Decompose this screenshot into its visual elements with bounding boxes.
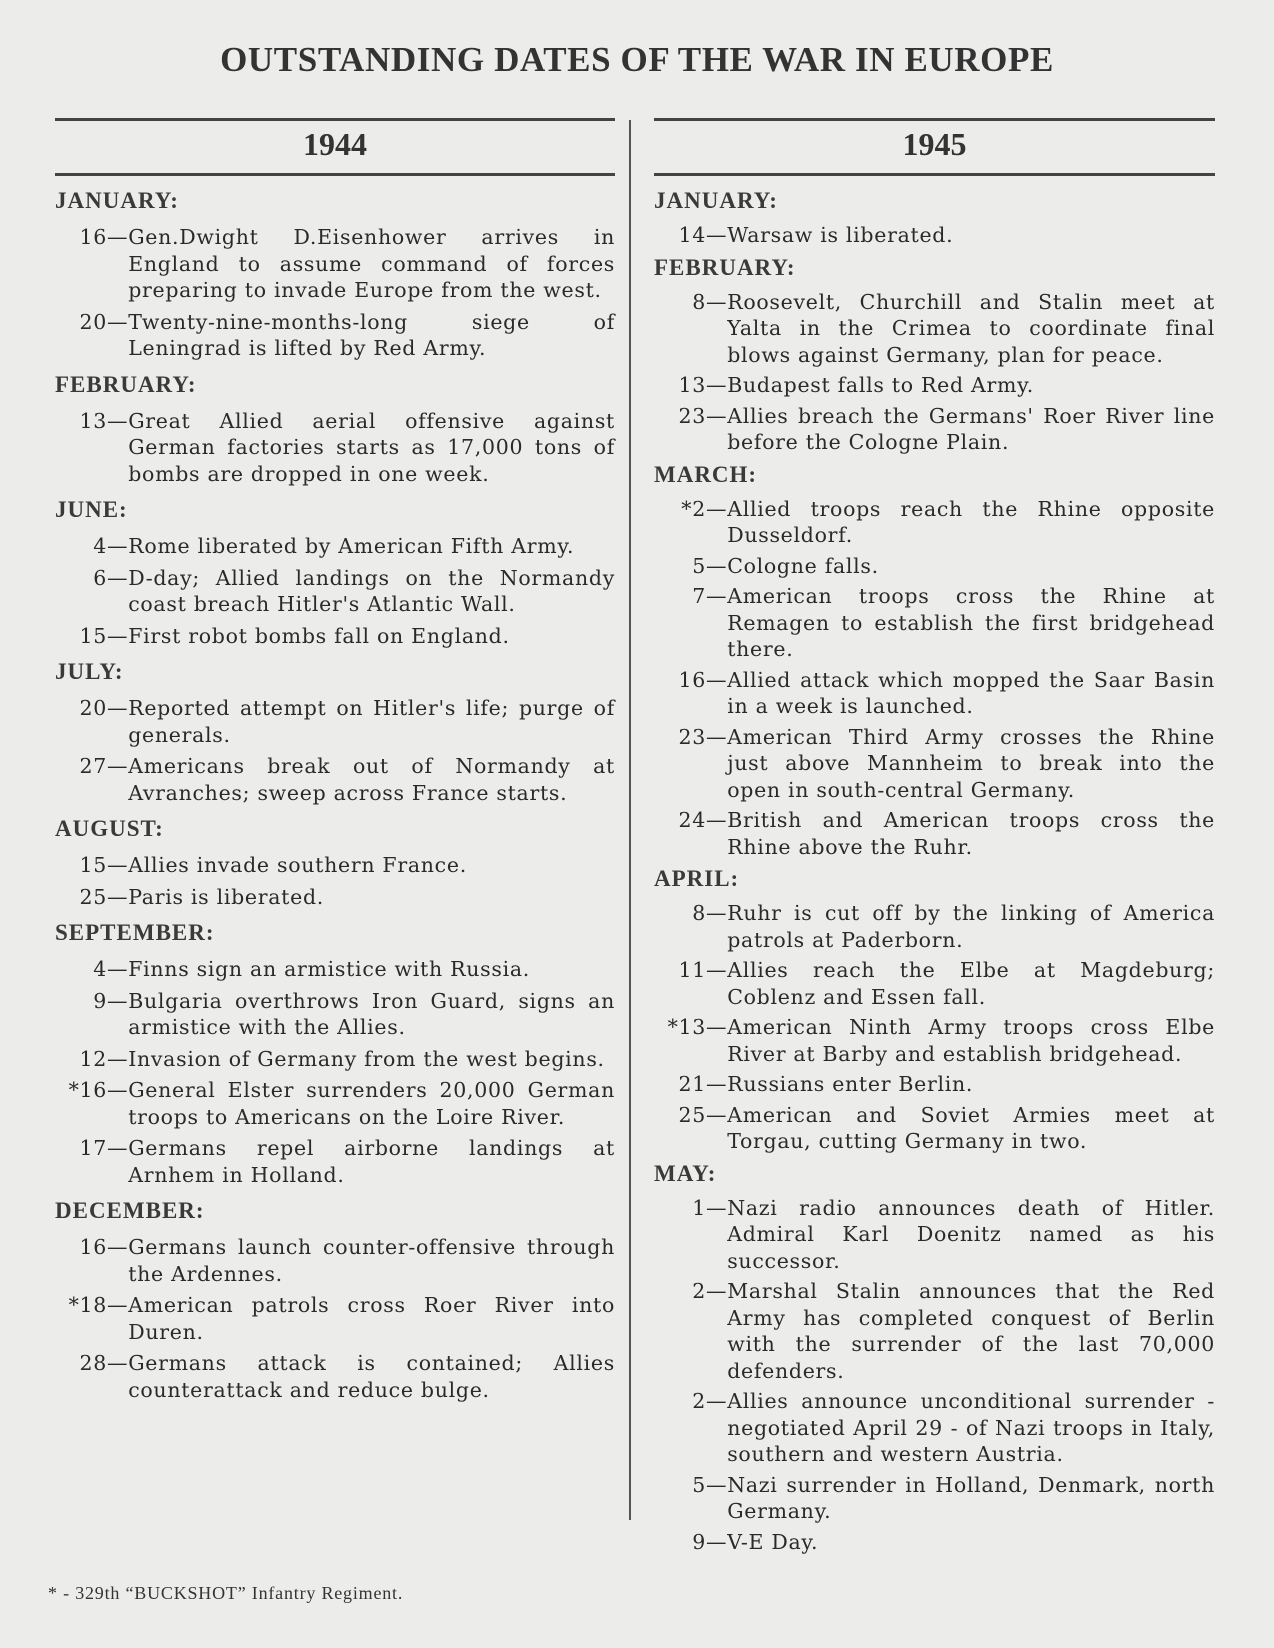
header-rule-top <box>654 118 1215 121</box>
entry-day: 13 <box>79 408 107 433</box>
entry-day: 16 <box>79 225 107 249</box>
date-entry <box>55 884 615 911</box>
entry-dash: — <box>107 225 129 249</box>
entry-list <box>55 956 615 1188</box>
entry-day: 23 <box>678 724 706 749</box>
entry-dash: — <box>706 584 728 608</box>
entry-dash: — <box>107 1136 129 1160</box>
date-entry <box>654 1472 1215 1525</box>
entry-list <box>55 695 615 806</box>
date-entry <box>654 724 1215 804</box>
date-entry <box>654 807 1215 860</box>
date-entry <box>654 1529 1215 1556</box>
entry-dash: — <box>706 1529 728 1554</box>
entry-day: 23 <box>678 403 706 428</box>
entry-dash: — <box>107 696 129 720</box>
entry-day: 13 <box>678 373 706 397</box>
entry-text: Allies reach the Elbe at Magdeburg; Coblenz and Essen fall. <box>727 958 1215 1009</box>
entry-day: 5 <box>692 553 706 578</box>
date-entry <box>55 695 615 748</box>
month-heading: JANUARY: <box>55 188 179 213</box>
month-heading: MARCH: <box>654 461 758 487</box>
date-entry <box>55 852 615 879</box>
month-heading: MAY: <box>654 1160 717 1186</box>
entry-text: Americans break out of Normandy at Avranches; sweep across France starts. <box>128 754 615 805</box>
entry-dash: — <box>107 1293 129 1317</box>
entry-text: American Third Army crosses the Rhine just above Mannheim to break into the open in south-central Germany. <box>727 724 1215 802</box>
entry-dash: — <box>107 853 129 877</box>
date-entry <box>55 623 615 650</box>
entry-text: American and Soviet Armies meet at Torgau, cutting Germany in two. <box>727 1102 1215 1153</box>
entry-text: Budapest falls to Red Army. <box>727 373 1034 397</box>
entry-day: *2 <box>681 496 706 521</box>
entry-day: 17 <box>79 1136 107 1160</box>
entry-text: American troops cross the Rhine at Remagen to establish the first bridgehead there. <box>727 584 1215 661</box>
entry-text: Invasion of Germany from the west begins. <box>128 1046 605 1071</box>
entry-text: Gen.Dwight D.Eisenhower arrives in England to assume command of forces preparing to invade Europe from the west. <box>128 225 615 302</box>
entry-day: *16 <box>68 1078 107 1102</box>
entry-dash: — <box>107 1046 129 1071</box>
entry-list <box>654 1195 1215 1556</box>
entry-text: Twenty-nine-months-long siege of Leningrad is lifted by Red Army. <box>128 309 615 360</box>
entry-dash: — <box>706 403 728 428</box>
entry-day: 15 <box>79 623 107 648</box>
entry-dash: — <box>107 957 129 981</box>
date-entry <box>654 553 1215 580</box>
date-entry <box>55 533 615 560</box>
date-entry <box>55 408 615 488</box>
entry-text: Allies invade southern France. <box>128 853 467 877</box>
entry-dash: — <box>107 565 129 590</box>
entry-text: Allies announce unconditional surrender - negotiated April 29 - of Nazi troops in Italy, southern and western Austria. <box>727 1389 1215 1466</box>
date-entry <box>654 372 1215 399</box>
entry-day: 4 <box>93 534 107 558</box>
month-heading: JULY: <box>55 659 124 684</box>
page-title: OUTSTANDING DATES OF THE WAR IN EUROPE <box>220 40 1054 79</box>
entry-text: Allied attack which mopped the Saar Basin in a week is launched. <box>727 667 1215 718</box>
entry-dash: — <box>706 553 728 578</box>
date-entry <box>55 1077 615 1130</box>
entry-day: 25 <box>79 884 107 909</box>
date-entry <box>55 1135 615 1188</box>
month-heading: DECEMBER: <box>55 1198 205 1223</box>
date-entry <box>654 496 1215 549</box>
entry-dash: — <box>706 724 728 749</box>
header-rule-top <box>55 118 615 121</box>
entry-text: Germans launch counter-offensive through the Ardennes. <box>128 1235 615 1286</box>
entry-text: Warsaw is liberated. <box>727 223 954 247</box>
entry-dash: — <box>107 534 129 558</box>
entry-text: Reported attempt on Hitler's life; purge of generals. <box>128 696 615 747</box>
column-body <box>55 188 615 1403</box>
date-entry <box>654 583 1215 663</box>
entry-day: 25 <box>678 1102 706 1127</box>
date-entry <box>55 1350 615 1403</box>
date-entry <box>654 222 1215 249</box>
entry-text: Germans attack is contained; Allies counterattack and reduce bulge. <box>128 1351 615 1402</box>
year-header <box>654 118 1215 176</box>
entry-day: 28 <box>79 1351 107 1375</box>
entry-list <box>654 496 1215 861</box>
date-entry <box>55 309 615 362</box>
entry-list <box>654 289 1215 456</box>
entry-text: Roosevelt, Churchill and Stalin meet at Yalta in the Crimea to coordinate final blows against Germany, plan for peace. <box>727 289 1215 367</box>
date-entry <box>654 1014 1215 1067</box>
entry-day: 20 <box>79 696 107 720</box>
entry-dash: — <box>706 1279 728 1303</box>
date-entry <box>55 753 615 806</box>
date-entry <box>654 1102 1215 1155</box>
entry-day: 6 <box>93 565 107 590</box>
month-heading: FEBRUARY: <box>654 254 796 280</box>
entry-day: 12 <box>79 1046 107 1071</box>
date-entry <box>654 1071 1215 1098</box>
date-entry <box>55 224 615 304</box>
entry-day: 11 <box>678 958 706 982</box>
entry-dash: — <box>706 1102 728 1127</box>
month-heading: SEPTEMBER: <box>55 920 215 945</box>
entry-day: *13 <box>667 1015 706 1039</box>
entry-day: *18 <box>68 1293 107 1317</box>
entry-text: Allies breach the Germans' Roer River line before the Cologne Plain. <box>727 403 1215 454</box>
date-entry <box>55 988 615 1041</box>
date-entry <box>55 1292 615 1345</box>
month-heading: APRIL: <box>654 866 740 891</box>
entry-list <box>55 852 615 910</box>
entry-dash: — <box>706 223 728 247</box>
footnote: * - 329th “BUCKSHOT” Infantry Regiment. <box>48 1583 404 1603</box>
entry-text: Germans repel airborne landings at Arnhem in Holland. <box>128 1136 615 1187</box>
entry-text: Nazi surrender in Holland, Denmark, north Germany. <box>727 1472 1215 1523</box>
date-entry <box>654 900 1215 953</box>
entry-text: V-E Day. <box>727 1529 819 1554</box>
month-heading: JUNE: <box>55 497 128 522</box>
entry-dash: — <box>107 309 129 334</box>
date-entry <box>654 957 1215 1010</box>
header-rule-bottom <box>654 173 1215 176</box>
entry-day: 5 <box>692 1472 706 1497</box>
date-entry <box>654 1278 1215 1384</box>
column-divider <box>629 120 631 1520</box>
entry-day: 9 <box>93 988 107 1013</box>
entry-dash: — <box>107 1235 129 1259</box>
entry-dash: — <box>706 1195 728 1220</box>
entry-day: 2 <box>692 1279 706 1303</box>
entry-dash: — <box>706 808 728 832</box>
entry-text: First robot bombs fall on England. <box>128 623 510 648</box>
entry-dash: — <box>706 1015 728 1039</box>
entry-text: D-day; Allied landings on the Normandy coast breach Hitler's Atlantic Wall. <box>128 565 615 616</box>
entry-text: Ruhr is cut off by the linking of America patrols at Paderborn. <box>727 901 1215 952</box>
date-entry <box>654 667 1215 720</box>
entry-day: 27 <box>79 754 107 778</box>
entry-dash: — <box>107 623 129 648</box>
column-1944 <box>55 118 615 1409</box>
column-body <box>654 188 1215 1555</box>
entry-dash: — <box>706 289 728 314</box>
entry-list <box>654 900 1215 1155</box>
entry-day: 7 <box>692 584 706 608</box>
date-entry <box>654 289 1215 369</box>
entry-text: Cologne falls. <box>727 553 879 578</box>
month-heading: FEBRUARY: <box>55 371 197 397</box>
entry-text: Great Allied aerial offensive against German factories starts as 17,000 tons of bombs are dropped in one week. <box>128 408 615 486</box>
date-entry <box>654 403 1215 456</box>
entry-dash: — <box>706 1072 728 1096</box>
entry-dash: — <box>107 754 129 778</box>
entry-dash: — <box>107 884 129 909</box>
header-rule-bottom <box>55 173 615 176</box>
entry-day: 9 <box>692 1529 706 1554</box>
month-heading: AUGUST: <box>55 816 164 841</box>
entry-text: American patrols cross Roer River into Duren. <box>128 1293 615 1344</box>
entry-list <box>55 533 615 649</box>
year-label: 1945 <box>902 126 967 162</box>
date-entry <box>55 1234 615 1287</box>
entry-dash: — <box>706 1472 728 1497</box>
entry-day: 8 <box>692 289 706 314</box>
entry-day: 1 <box>692 1195 706 1220</box>
entry-day: 21 <box>678 1072 706 1096</box>
entry-text: Russians enter Berlin. <box>727 1072 974 1096</box>
date-entry <box>55 1046 615 1073</box>
entry-list <box>55 408 615 488</box>
entry-list <box>55 1234 615 1403</box>
entry-day: 20 <box>79 309 107 334</box>
year-header <box>55 118 615 176</box>
entry-day: 16 <box>79 1235 107 1259</box>
entry-dash: — <box>706 958 728 982</box>
entry-dash: — <box>706 496 728 521</box>
date-entry <box>654 1195 1215 1275</box>
entry-dash: — <box>107 988 129 1013</box>
entry-list <box>55 224 615 362</box>
entry-day: 14 <box>678 223 706 247</box>
year-label: 1944 <box>303 126 367 162</box>
entry-dash: — <box>107 408 129 433</box>
entry-list <box>654 222 1215 249</box>
entry-dash: — <box>706 901 728 925</box>
entry-day: 24 <box>678 808 706 832</box>
date-entry <box>55 565 615 618</box>
entry-dash: — <box>107 1078 129 1102</box>
entry-text: British and American troops cross the Rhine above the Ruhr. <box>727 808 1215 859</box>
entry-text: Bulgaria overthrows Iron Guard, signs an armistice with the Allies. <box>128 988 615 1039</box>
entry-text: Marshal Stalin announces that the Red Army has completed conquest of Berlin with the surrender of the last 70,000 defenders. <box>727 1279 1215 1383</box>
entry-day: 8 <box>692 901 706 925</box>
month-heading: JANUARY: <box>654 188 778 213</box>
entry-text: Nazi radio announces death of Hitler. Admiral Karl Doenitz named as his successor. <box>727 1195 1215 1273</box>
entry-day: 2 <box>692 1389 706 1413</box>
entry-text: General Elster surrenders 20,000 German troops to Americans on the Loire River. <box>128 1078 615 1129</box>
entry-text: American Ninth Army troops cross Elbe River at Barby and establish bridgehead. <box>727 1015 1215 1066</box>
entry-text: Allied troops reach the Rhine opposite Dusseldorf. <box>727 496 1215 547</box>
date-entry <box>654 1388 1215 1468</box>
entry-day: 15 <box>79 853 107 877</box>
column-1945 <box>654 118 1215 1561</box>
entry-day: 4 <box>93 957 107 981</box>
entry-text: Finns sign an armistice with Russia. <box>128 957 530 981</box>
entry-dash: — <box>706 667 728 692</box>
entry-dash: — <box>107 1351 129 1375</box>
entry-text: Rome liberated by American Fifth Army. <box>128 534 575 558</box>
entry-dash: — <box>706 1389 728 1413</box>
entry-text: Paris is liberated. <box>128 884 324 909</box>
entry-day: 16 <box>678 667 706 692</box>
date-entry <box>55 956 615 983</box>
entry-dash: — <box>706 373 728 397</box>
